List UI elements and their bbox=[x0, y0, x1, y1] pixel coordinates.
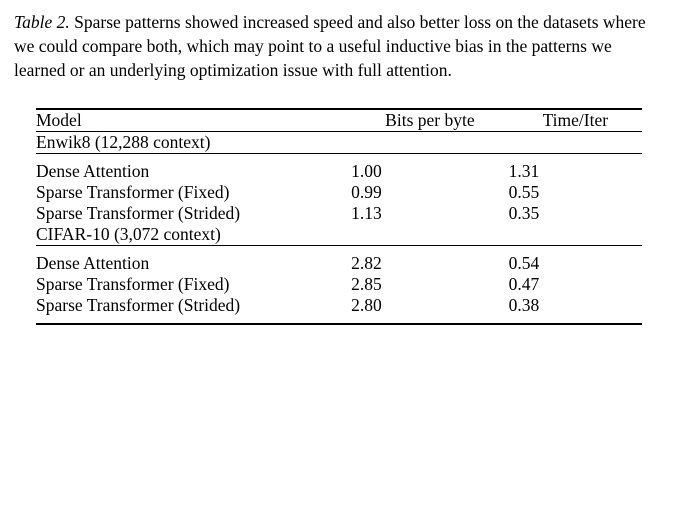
row-model-name: Sparse Transformer (Fixed) bbox=[36, 274, 230, 295]
table-caption bbox=[14, 10, 658, 82]
row-model-name: Sparse Transformer (Fixed) bbox=[36, 182, 230, 203]
column-header-bits-per-byte: Bits per byte bbox=[385, 110, 475, 131]
table-row bbox=[36, 182, 642, 203]
row-model-name: Dense Attention bbox=[36, 253, 150, 274]
row-time-per-iter: 0.54 bbox=[508, 253, 540, 274]
table-caption-text: Sparse patterns showed increased speed and also better loss on the datasets where we could compare both, which may point to a useful inductive bias in the patterns we learned or an underlying optimization issue with full attention. bbox=[14, 12, 646, 81]
table-row bbox=[36, 253, 642, 274]
row-time-per-iter: 0.55 bbox=[508, 182, 540, 203]
section-title: Enwik8 (12,288 context) bbox=[36, 132, 211, 153]
section-header-cifar10 bbox=[36, 224, 642, 245]
row-time-per-iter: 0.47 bbox=[508, 274, 540, 295]
row-bits-per-byte: 1.00 bbox=[351, 161, 382, 182]
row-bits-per-byte: 0.99 bbox=[351, 182, 382, 203]
row-bits-per-byte: 2.80 bbox=[351, 295, 382, 316]
section-header-enwik8 bbox=[36, 132, 642, 154]
row-spacer bbox=[36, 246, 642, 254]
section-title: CIFAR-10 (3,072 context) bbox=[36, 224, 221, 245]
results-table bbox=[36, 108, 642, 325]
table-header-row bbox=[36, 109, 642, 131]
row-model-name: Sparse Transformer (Strided) bbox=[36, 295, 241, 316]
row-spacer bbox=[36, 316, 642, 323]
row-time-per-iter: 1.31 bbox=[508, 161, 540, 182]
results-table-container bbox=[14, 108, 664, 325]
row-time-per-iter: 0.35 bbox=[508, 203, 540, 224]
row-time-per-iter: 0.38 bbox=[508, 295, 540, 316]
row-bits-per-byte: 2.82 bbox=[351, 253, 382, 274]
row-model-name: Sparse Transformer (Strided) bbox=[36, 203, 241, 224]
column-header-model: Model bbox=[36, 110, 82, 131]
row-bits-per-byte: 2.85 bbox=[351, 274, 382, 295]
row-bits-per-byte: 1.13 bbox=[351, 203, 382, 224]
table-caption-label: Table 2. bbox=[14, 12, 70, 32]
table-row bbox=[36, 274, 642, 295]
table-row bbox=[36, 203, 642, 224]
table-bottom-rule bbox=[36, 323, 642, 324]
column-header-time-per-iter: Time/Iter bbox=[542, 110, 609, 131]
row-model-name: Dense Attention bbox=[36, 161, 150, 182]
table-row bbox=[36, 295, 642, 316]
table-row bbox=[36, 161, 642, 182]
row-spacer bbox=[36, 154, 642, 162]
